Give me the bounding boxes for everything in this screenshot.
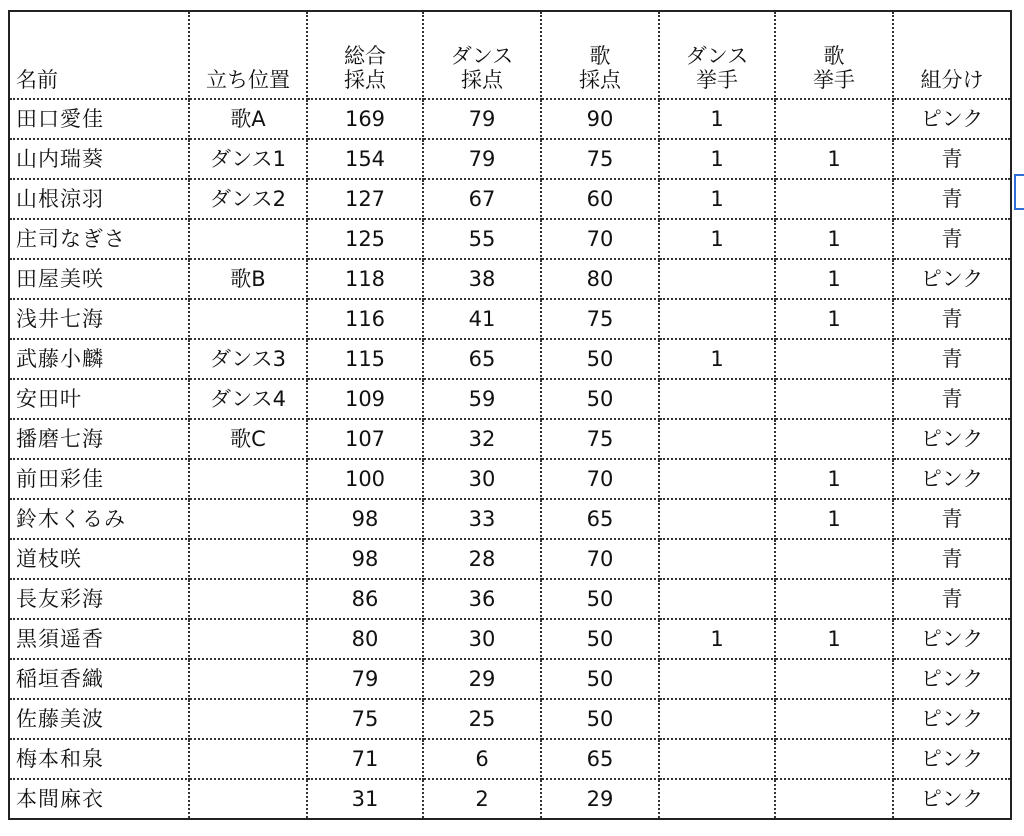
cell-total[interactable]: 75 [307, 699, 423, 739]
cell-dance[interactable]: 6 [423, 739, 541, 779]
cell-group[interactable]: ピンク [893, 699, 1011, 739]
cell-dance[interactable]: 30 [423, 619, 541, 659]
header-label: 組分け [920, 68, 984, 92]
score-table [8, 10, 1012, 820]
header-label: 総合 [344, 44, 386, 68]
cell-total[interactable]: 98 [307, 499, 423, 539]
cell-song[interactable]: 70 [541, 219, 659, 259]
cell-group[interactable]: 青 [893, 379, 1011, 419]
cell-dance[interactable]: 67 [423, 179, 541, 219]
cell-group[interactable]: ピンク [893, 659, 1011, 699]
table-row [9, 779, 1011, 819]
cell-dance-hand[interactable]: 1 [659, 139, 775, 179]
cell-dance[interactable]: 28 [423, 539, 541, 579]
cell-position[interactable] [189, 659, 307, 699]
cell-song[interactable]: 90 [541, 99, 659, 139]
cell-song[interactable]: 50 [541, 699, 659, 739]
cell-dance[interactable]: 59 [423, 379, 541, 419]
cell-position[interactable] [189, 459, 307, 499]
column-header-position[interactable] [189, 11, 307, 99]
table-row [9, 619, 1011, 659]
cell-dance[interactable]: 38 [423, 259, 541, 299]
cell-position[interactable]: ダンス1 [189, 139, 307, 179]
cell-song[interactable]: 70 [541, 539, 659, 579]
cell-position[interactable]: 歌C [189, 419, 307, 459]
table-row [9, 419, 1011, 459]
header-label: 歌 [589, 44, 611, 68]
cell-name[interactable]: 田口愛佳 [9, 99, 189, 139]
cell-group[interactable]: ピンク [893, 259, 1011, 299]
cell-song-hand[interactable]: 1 [775, 259, 893, 299]
cell-total[interactable]: 31 [307, 779, 423, 819]
header-label: 採点 [579, 68, 621, 92]
cell-group[interactable]: 青 [893, 339, 1011, 379]
table-row [9, 579, 1011, 619]
cell-dance-hand[interactable] [659, 459, 775, 499]
cell-dance[interactable]: 30 [423, 459, 541, 499]
cell-dance[interactable]: 41 [423, 299, 541, 339]
cell-song[interactable]: 70 [541, 459, 659, 499]
cell-song-hand[interactable] [775, 379, 893, 419]
cell-name[interactable]: 黒須遥香 [9, 619, 189, 659]
cell-name[interactable]: 山内瑞葵 [9, 139, 189, 179]
cell-song-hand[interactable] [775, 699, 893, 739]
cell-dance-hand[interactable]: 1 [659, 339, 775, 379]
column-header-name[interactable] [9, 11, 189, 99]
cell-group[interactable]: 青 [893, 219, 1011, 259]
cell-dance[interactable]: 25 [423, 699, 541, 739]
column-header-dance[interactable] [423, 11, 541, 99]
cell-total[interactable]: 116 [307, 299, 423, 339]
cell-position[interactable]: ダンス3 [189, 339, 307, 379]
cell-dance[interactable]: 55 [423, 219, 541, 259]
cell-total[interactable]: 115 [307, 339, 423, 379]
cell-dance-hand[interactable] [659, 699, 775, 739]
cell-position[interactable]: ダンス4 [189, 379, 307, 419]
cell-song[interactable]: 75 [541, 299, 659, 339]
cell-song-hand[interactable]: 1 [775, 299, 893, 339]
column-header-dance-hand[interactable] [659, 11, 775, 99]
table-row [9, 739, 1011, 779]
cell-song[interactable]: 65 [541, 739, 659, 779]
cell-song-hand[interactable] [775, 779, 893, 819]
cell-group[interactable]: 青 [893, 139, 1011, 179]
cell-total[interactable]: 71 [307, 739, 423, 779]
cell-song-hand[interactable] [775, 579, 893, 619]
column-header-song[interactable] [541, 11, 659, 99]
cell-name[interactable]: 前田彩佳 [9, 459, 189, 499]
table-row [9, 299, 1011, 339]
cell-dance[interactable]: 32 [423, 419, 541, 459]
cell-dance-hand[interactable]: 1 [659, 179, 775, 219]
header-label: 立ち位置 [206, 68, 290, 92]
cell-total[interactable]: 154 [307, 139, 423, 179]
table-body [9, 99, 1011, 819]
cell-group[interactable]: 青 [893, 579, 1011, 619]
cell-dance[interactable]: 2 [423, 779, 541, 819]
cell-dance-hand[interactable]: 1 [659, 619, 775, 659]
cell-total[interactable]: 100 [307, 459, 423, 499]
cell-position[interactable] [189, 739, 307, 779]
table-row [9, 219, 1011, 259]
cell-dance[interactable]: 65 [423, 339, 541, 379]
cell-song-hand[interactable] [775, 659, 893, 699]
cell-name[interactable]: 梅本和泉 [9, 739, 189, 779]
cell-song[interactable]: 60 [541, 179, 659, 219]
cell-group[interactable]: 青 [893, 179, 1011, 219]
selected-cell-indicator[interactable] [1014, 174, 1024, 210]
cell-position[interactable]: 歌B [189, 259, 307, 299]
cell-group[interactable]: ピンク [893, 619, 1011, 659]
cell-position[interactable] [189, 219, 307, 259]
cell-dance-hand[interactable] [659, 659, 775, 699]
cell-song-hand[interactable]: 1 [775, 219, 893, 259]
cell-song-hand[interactable] [775, 99, 893, 139]
cell-total[interactable]: 125 [307, 219, 423, 259]
header-label: 歌 [823, 44, 845, 68]
cell-name[interactable]: 稲垣香織 [9, 659, 189, 699]
cell-position[interactable] [189, 779, 307, 819]
header-label: 挙手 [813, 68, 855, 92]
cell-group[interactable]: ピンク [893, 99, 1011, 139]
cell-total[interactable]: 118 [307, 259, 423, 299]
cell-song[interactable]: 29 [541, 779, 659, 819]
cell-total[interactable]: 80 [307, 619, 423, 659]
column-header-group[interactable] [893, 11, 1011, 99]
cell-dance-hand[interactable] [659, 379, 775, 419]
table-row [9, 659, 1011, 699]
table-row [9, 99, 1011, 139]
cell-song[interactable]: 80 [541, 259, 659, 299]
cell-song-hand[interactable] [775, 419, 893, 459]
cell-position[interactable] [189, 299, 307, 339]
cell-dance-hand[interactable] [659, 779, 775, 819]
cell-dance[interactable]: 79 [423, 99, 541, 139]
table-row [9, 699, 1011, 739]
cell-song-hand[interactable]: 1 [775, 499, 893, 539]
cell-position[interactable]: ダンス2 [189, 179, 307, 219]
cell-dance[interactable]: 33 [423, 499, 541, 539]
cell-position[interactable] [189, 699, 307, 739]
table-row [9, 179, 1011, 219]
cell-total[interactable]: 79 [307, 659, 423, 699]
cell-dance-hand[interactable]: 1 [659, 99, 775, 139]
header-label: 名前 [16, 68, 58, 92]
cell-dance-hand[interactable] [659, 419, 775, 459]
cell-dance-hand[interactable] [659, 739, 775, 779]
cell-name[interactable]: 田屋美咲 [9, 259, 189, 299]
cell-group[interactable]: 青 [893, 499, 1011, 539]
cell-song-hand[interactable] [775, 179, 893, 219]
cell-name[interactable]: 庄司なぎさ [9, 219, 189, 259]
cell-song-hand[interactable] [775, 339, 893, 379]
cell-dance[interactable]: 36 [423, 579, 541, 619]
cell-position[interactable] [189, 619, 307, 659]
header-row [9, 11, 1011, 99]
cell-song[interactable]: 50 [541, 619, 659, 659]
cell-name[interactable]: 浅井七海 [9, 299, 189, 339]
cell-group[interactable]: ピンク [893, 739, 1011, 779]
cell-group[interactable]: ピンク [893, 779, 1011, 819]
table-row [9, 339, 1011, 379]
table-row [9, 459, 1011, 499]
cell-name[interactable]: 道枝咲 [9, 539, 189, 579]
cell-name[interactable]: 武藤小麟 [9, 339, 189, 379]
cell-dance-hand[interactable]: 1 [659, 219, 775, 259]
table-row [9, 539, 1011, 579]
cell-total[interactable]: 98 [307, 539, 423, 579]
cell-dance-hand[interactable] [659, 259, 775, 299]
cell-song[interactable]: 50 [541, 579, 659, 619]
cell-position[interactable] [189, 539, 307, 579]
cell-group[interactable]: ピンク [893, 419, 1011, 459]
spreadsheet [8, 10, 1012, 820]
cell-group[interactable]: 青 [893, 299, 1011, 339]
cell-dance-hand[interactable] [659, 579, 775, 619]
table-row [9, 379, 1011, 419]
cell-total[interactable]: 86 [307, 579, 423, 619]
header-label: ダンス [450, 44, 514, 68]
cell-dance[interactable]: 79 [423, 139, 541, 179]
cell-song-hand[interactable] [775, 739, 893, 779]
cell-song[interactable]: 50 [541, 339, 659, 379]
header-label: 採点 [461, 68, 503, 92]
header-label: 挙手 [696, 68, 738, 92]
table-row [9, 499, 1011, 539]
cell-group[interactable]: ピンク [893, 459, 1011, 499]
cell-total[interactable]: 169 [307, 99, 423, 139]
cell-name[interactable]: 播磨七海 [9, 419, 189, 459]
cell-position[interactable] [189, 499, 307, 539]
column-header-song-hand[interactable] [775, 11, 893, 99]
cell-name[interactable]: 長友彩海 [9, 579, 189, 619]
cell-total[interactable]: 109 [307, 379, 423, 419]
cell-name[interactable]: 安田叶 [9, 379, 189, 419]
cell-name[interactable]: 山根涼羽 [9, 179, 189, 219]
cell-dance-hand[interactable] [659, 299, 775, 339]
cell-song-hand[interactable]: 1 [775, 139, 893, 179]
cell-song[interactable]: 50 [541, 659, 659, 699]
header-label: ダンス [685, 44, 749, 68]
cell-total[interactable]: 127 [307, 179, 423, 219]
cell-song[interactable]: 75 [541, 419, 659, 459]
cell-name[interactable]: 本間麻衣 [9, 779, 189, 819]
column-header-total[interactable] [307, 11, 423, 99]
header-label: 採点 [344, 68, 386, 92]
cell-song-hand[interactable]: 1 [775, 459, 893, 499]
cell-total[interactable]: 107 [307, 419, 423, 459]
cell-dance-hand[interactable] [659, 539, 775, 579]
cell-name[interactable]: 鈴木くるみ [9, 499, 189, 539]
cell-song[interactable]: 65 [541, 499, 659, 539]
table-row [9, 259, 1011, 299]
cell-dance[interactable]: 29 [423, 659, 541, 699]
cell-song-hand[interactable]: 1 [775, 619, 893, 659]
cell-dance-hand[interactable] [659, 499, 775, 539]
cell-song[interactable]: 50 [541, 379, 659, 419]
table-row [9, 139, 1011, 179]
cell-position[interactable] [189, 579, 307, 619]
cell-song[interactable]: 75 [541, 139, 659, 179]
cell-song-hand[interactable] [775, 539, 893, 579]
cell-name[interactable]: 佐藤美波 [9, 699, 189, 739]
cell-group[interactable]: 青 [893, 539, 1011, 579]
cell-position[interactable]: 歌A [189, 99, 307, 139]
